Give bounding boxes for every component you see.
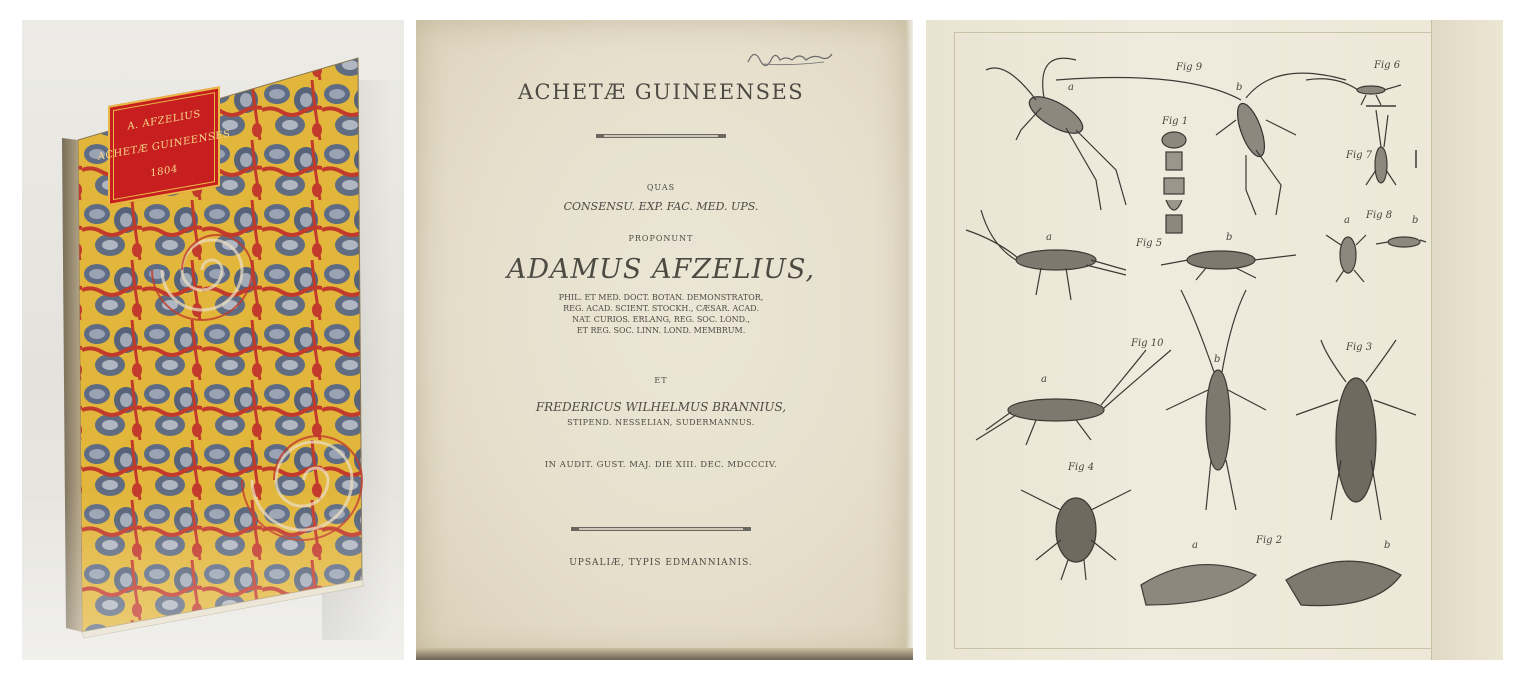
cricket-5a-engraving bbox=[966, 210, 1126, 300]
fig-5b-label: b bbox=[1226, 232, 1233, 243]
fig-2b-label: b bbox=[1384, 540, 1391, 551]
credential-line: REG. ACAD. SCIENT. STOCKH., CÆSAR. ACAD. bbox=[563, 304, 759, 313]
fig-6-label: Fig 6 bbox=[1374, 60, 1401, 71]
cricket-8-engraving bbox=[1326, 235, 1426, 282]
fig-3-label: Fig 3 bbox=[1346, 342, 1373, 353]
cricket-6-engraving bbox=[1306, 79, 1401, 106]
cricket-7-engraving bbox=[1366, 110, 1416, 185]
fig-8a-label: a bbox=[1344, 215, 1350, 226]
book-title: ACHETÆ GUINEENSES bbox=[517, 80, 805, 104]
fig-9a-label: a bbox=[1068, 82, 1074, 93]
fig-2-label: Fig 2 bbox=[1256, 535, 1283, 546]
fig-5-label: Fig 5 bbox=[1136, 238, 1163, 249]
page-bottom-edge bbox=[416, 648, 913, 660]
fig-4-label: Fig 4 bbox=[1068, 462, 1095, 473]
ornamental-rule-top bbox=[596, 133, 726, 139]
consensu-line: CONSENSU. EXP. FAC. MED. UPS. bbox=[563, 200, 759, 213]
author-name: ADAMUS AFZELIUS, bbox=[506, 254, 816, 285]
wing-2a-engraving bbox=[1141, 565, 1256, 605]
author-credentials bbox=[416, 292, 906, 336]
cricket-3-engraving bbox=[1296, 340, 1416, 520]
fig-9b-label: b bbox=[1236, 82, 1243, 93]
credential-line: ET REG. SOC. LINN. LOND. MEMBRUM. bbox=[576, 326, 746, 335]
fig-10a-label: a bbox=[1041, 374, 1047, 385]
cricket-5b-engraving bbox=[1161, 251, 1296, 280]
cricket-10b-engraving bbox=[1166, 290, 1266, 510]
coauthor-name: FREDERICUS WILHELMUS BRANNIUS, bbox=[535, 400, 787, 414]
fig-5a-label: a bbox=[1046, 232, 1052, 243]
label-year: 1804 bbox=[150, 163, 178, 180]
ornamental-rule-bottom bbox=[571, 526, 751, 532]
fig-2a-label: a bbox=[1192, 540, 1198, 551]
credential-line: NAT. CURIOS. ERLANG, REG. SOC. LOND., bbox=[572, 315, 750, 324]
wing-2b-engraving bbox=[1286, 561, 1401, 605]
proponunt-line: PROPONUNT bbox=[628, 234, 694, 243]
fig-1-label: Fig 1 bbox=[1162, 116, 1189, 127]
label-author: A. AFZELIUS bbox=[127, 108, 201, 133]
fig-10-label: Fig 10 bbox=[1131, 338, 1164, 349]
cricket-9a-engraving bbox=[986, 58, 1126, 210]
page-edge bbox=[906, 20, 913, 657]
table-surface bbox=[22, 490, 404, 660]
handwritten-signature bbox=[744, 46, 834, 68]
engraved-plate-photo bbox=[926, 20, 1503, 660]
cricket-10a-engraving bbox=[976, 350, 1171, 445]
fig-8-label: Fig 8 bbox=[1366, 210, 1393, 221]
cricket-engravings bbox=[926, 20, 1503, 660]
title-page-photo bbox=[416, 20, 913, 660]
fig-9-label: Fig 9 bbox=[1176, 62, 1203, 73]
credential-line: PHIL. ET MED. DOCT. BOTAN. DEMONSTRATOR, bbox=[558, 293, 764, 302]
cricket-9b-engraving bbox=[1056, 73, 1346, 215]
book-cover-photo bbox=[22, 20, 404, 660]
label-title: ACHETÆ GUINEENSES bbox=[97, 128, 231, 164]
defense-date: IN AUDIT. GUST. MAJ. DIE XIII. DEC. MDCCCIV. bbox=[544, 460, 778, 470]
quas-line: QUAS bbox=[646, 183, 676, 192]
spine-title-label bbox=[97, 86, 231, 206]
imprint: UPSALIÆ, TYPIS EDMANNIANIS. bbox=[569, 558, 753, 568]
fig-10b-label: b bbox=[1214, 354, 1221, 365]
fig-7-label: Fig 7 bbox=[1346, 150, 1373, 161]
coauthor-detail: STIPEND. NESSELIAN, SUDERMANNUS. bbox=[567, 418, 755, 427]
cricket-4-engraving bbox=[1021, 490, 1131, 580]
cricket-1-detail-engraving bbox=[1162, 132, 1186, 233]
et-line: ET bbox=[654, 376, 668, 385]
fig-8b-label: b bbox=[1412, 215, 1419, 226]
